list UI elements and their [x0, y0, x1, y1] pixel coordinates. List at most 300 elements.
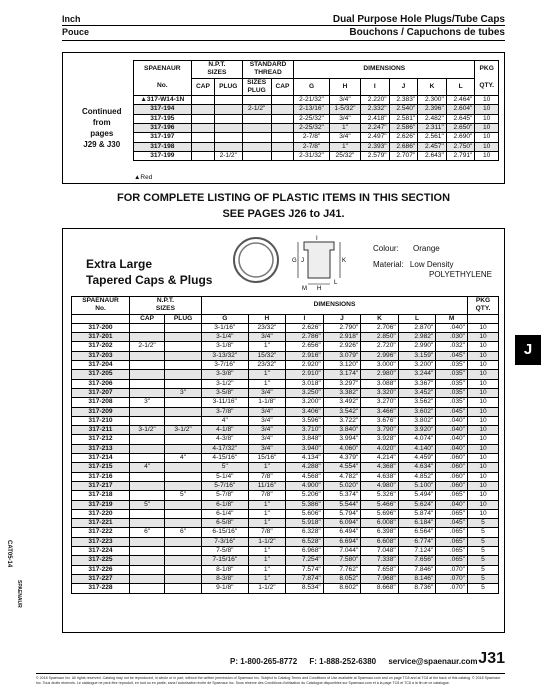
cell-cap: 4" [130, 463, 165, 472]
cell-qty: 10 [468, 342, 499, 351]
table-row [71, 114, 499, 123]
cell-l: 2.650" [446, 124, 475, 133]
cell-cap [130, 416, 165, 425]
cell-m: .040" [436, 323, 468, 332]
cell-scap [271, 151, 294, 160]
cell-g: 6-1/8" [201, 500, 248, 509]
header-rule [62, 25, 505, 26]
cell-l: 4.074" [398, 435, 436, 444]
continued-header-cell [71, 61, 133, 96]
cell-k: 2.720" [361, 342, 399, 351]
part-number: 317-206 [72, 379, 130, 388]
cell-qty: 10 [475, 96, 499, 105]
cell-i: 3.406" [286, 407, 324, 416]
cell-h: 1" [248, 547, 286, 556]
cell-qty: 10 [468, 500, 499, 509]
header-inch: Inch [62, 14, 81, 24]
table-row [72, 333, 499, 342]
cell-cap [130, 379, 165, 388]
cell-j: 2.790" [323, 323, 361, 332]
part-number: 317-225 [72, 556, 130, 565]
cell-j: 2.383" [389, 96, 418, 105]
continued-note [71, 96, 133, 161]
cell-plug [165, 481, 202, 490]
cell-m: .070" [436, 565, 468, 574]
cell-l: 2.690" [446, 133, 475, 142]
cell-i: 5.606" [286, 509, 324, 518]
table-row [72, 351, 499, 360]
cell-i: 2.626" [286, 323, 324, 332]
cell-i: 2.220" [361, 96, 390, 105]
cell-g: 3-1/16" [201, 323, 248, 332]
table-row [71, 133, 499, 142]
cell-qty: 10 [468, 509, 499, 518]
cell-qty: 10 [475, 124, 499, 133]
t1-spaenaur-header: SPAENAUR [133, 61, 192, 79]
cell-plug [165, 463, 202, 472]
cell-k: 2.457" [418, 142, 447, 151]
cell-qty: 5 [468, 519, 499, 528]
cell-splug [242, 142, 271, 151]
cell-i: 2.916" [286, 351, 324, 360]
cell-scap [271, 96, 294, 105]
material-value-1: Low Density [409, 260, 454, 269]
t1-std-header: STANDARD [242, 61, 294, 70]
cell-h: 1" [329, 124, 360, 133]
t1-l-header: L [446, 78, 475, 96]
side-logo: SPAENAUR [16, 580, 22, 608]
cell-m: .032" [436, 342, 468, 351]
table-row [72, 407, 499, 416]
cell-g: 4-17/32" [201, 444, 248, 453]
cell-g: 3-7/8" [201, 407, 248, 416]
table-row [72, 528, 499, 537]
part-number: 317-217 [72, 481, 130, 490]
table-row [72, 370, 499, 379]
cell-m: .070" [436, 574, 468, 583]
cell-plug [214, 96, 242, 105]
section-title-line1: Extra Large [86, 257, 153, 271]
cell-qty: 10 [468, 388, 499, 397]
red-note: ▲Red [134, 174, 153, 181]
cell-m: .060" [436, 463, 468, 472]
cell-l: 5.874" [398, 509, 436, 518]
t2-qty-label: QTY. [475, 305, 491, 313]
cell-l: 6.184" [398, 519, 436, 528]
cell-i: 4.288" [286, 463, 324, 472]
footer-phone: P: 1-800-265-8772 [230, 657, 298, 666]
t1-k-header: K [418, 78, 447, 96]
cell-j: 5.020" [323, 481, 361, 490]
colour-label: Colour: [373, 244, 399, 253]
table-row [72, 556, 499, 565]
cap-plug-diagram [230, 232, 350, 292]
part-number: 317-221 [72, 519, 130, 528]
cell-plug [214, 124, 242, 133]
cap-diagram-inner-ring [239, 243, 273, 277]
cell-plug [165, 398, 202, 407]
cell-j: 2.707" [389, 151, 418, 160]
table-row [71, 105, 499, 114]
cell-g: 4-15/16" [201, 454, 248, 463]
cell-g: 3-7/16" [201, 361, 248, 370]
cell-h: 1" [248, 574, 286, 583]
cell-i: 2.393" [361, 142, 390, 151]
part-number: 317-224 [72, 547, 130, 556]
cell-cap [130, 444, 165, 453]
page-number: J31 [478, 650, 505, 667]
cell-cap [130, 519, 165, 528]
diagram-letter-g: G [292, 258, 297, 264]
cell-plug [165, 444, 202, 453]
cell-l: 6.774" [398, 537, 436, 546]
cell-qty: 5 [468, 584, 499, 593]
cell-i: 8.534" [286, 584, 324, 593]
cell-h: 3/4" [248, 435, 286, 444]
cell-l: 7.846" [398, 565, 436, 574]
cell-plug [165, 435, 202, 444]
cell-j: 4.379" [323, 454, 361, 463]
cell-splug: 2-1/2" [242, 105, 271, 114]
cell-plug [165, 416, 202, 425]
cell-plug [165, 333, 202, 342]
cell-k: 7.658" [361, 565, 399, 574]
cell-j: 3.079" [323, 351, 361, 360]
cell-i: 6.328" [286, 528, 324, 537]
cell-m: .065" [436, 537, 468, 546]
cell-plug [165, 519, 202, 528]
cell-plug [165, 370, 202, 379]
cell-g: 9-1/8" [201, 584, 248, 593]
part-number: 317-216 [72, 472, 130, 481]
cell-j: 8.602" [323, 584, 361, 593]
cell-m: .035" [436, 361, 468, 370]
cell-cap [130, 565, 165, 574]
table-row [72, 323, 499, 332]
t1-i-header: I [361, 78, 390, 96]
cell-k: 2.643" [418, 151, 447, 160]
catalog-code: CAT05-14 [6, 540, 12, 568]
cell-qty: 10 [468, 379, 499, 388]
table-row [72, 379, 499, 388]
cell-l: 7.656" [398, 556, 436, 565]
cell-h: 23/32" [248, 323, 286, 332]
cell-k: 5.466" [361, 500, 399, 509]
cell-l: 2.750" [446, 142, 475, 151]
table-row [72, 472, 499, 481]
cell-cap [130, 435, 165, 444]
cell-m: .065" [436, 556, 468, 565]
cell-scap [271, 114, 294, 123]
table-row [72, 361, 499, 370]
t1-std-cap-header: CAP [271, 78, 294, 96]
cell-g: 6-15/16" [201, 528, 248, 537]
section-title [86, 256, 212, 288]
t1-pkg-header: PKG [475, 61, 499, 79]
table-row [72, 426, 499, 435]
t1-g-header: G [294, 78, 330, 96]
cell-k: 3.088" [361, 379, 399, 388]
header-left [62, 13, 89, 39]
cell-l: 3.802" [398, 416, 436, 425]
cell-i: 7.574" [286, 565, 324, 574]
cell-splug [242, 124, 271, 133]
cell-plug: 2-1/2" [214, 151, 242, 160]
cell-l: 3.200" [398, 361, 436, 370]
table-row [72, 463, 499, 472]
part-number: 317-200 [72, 323, 130, 332]
cell-qty: 10 [475, 114, 499, 123]
cell-j: 3.840" [323, 426, 361, 435]
cell-i: 2.332" [361, 105, 390, 114]
cell-j: 3.120" [323, 361, 361, 370]
cell-cap [192, 114, 215, 123]
cell-l: 2.791" [446, 151, 475, 160]
cell-g: 2-31/32" [294, 151, 330, 160]
cell-plug [214, 105, 242, 114]
t2-spaenaur-label: SPAENAUR [82, 297, 119, 304]
table-row [71, 124, 499, 133]
cell-m: .040" [436, 435, 468, 444]
t1-plug-header: PLUG [214, 78, 242, 96]
cell-h: 1" [248, 565, 286, 574]
cap-side-profile [304, 242, 334, 278]
cell-k: 2.561" [418, 133, 447, 142]
cell-qty: 10 [468, 323, 499, 332]
cell-qty: 5 [468, 537, 499, 546]
cell-j: 3.492" [323, 398, 361, 407]
cell-k: 8.668" [361, 584, 399, 593]
t2-npt-header: N.P.T. [130, 297, 202, 306]
table-row [72, 454, 499, 463]
part-number: 317-214 [72, 454, 130, 463]
t2-plug-header: PLUG [165, 314, 202, 323]
cell-g: 7-3/16" [201, 537, 248, 546]
cell-plug [165, 407, 202, 416]
cell-plug: 3-1/2" [165, 426, 202, 435]
table-row [72, 491, 499, 500]
cell-qty: 10 [468, 361, 499, 370]
cell-plug [165, 509, 202, 518]
cell-k: 4.214" [361, 454, 399, 463]
cell-qty: 10 [468, 370, 499, 379]
cell-j: 2.686" [389, 142, 418, 151]
cell-g: 5" [201, 463, 248, 472]
continued-note-line: pages [90, 129, 114, 139]
cell-g: 2-25/32" [294, 124, 330, 133]
part-number: 317-196 [133, 124, 192, 133]
cell-g: 7-15/16" [201, 556, 248, 565]
cell-cap [130, 547, 165, 556]
cell-h: 11/16" [248, 481, 286, 490]
cell-g: 2-21/32" [294, 96, 330, 105]
cell-k: 4.638" [361, 472, 399, 481]
cell-l: 2.604" [446, 105, 475, 114]
cell-h: 3/4" [248, 333, 286, 342]
cell-g: 2-7/8" [294, 133, 330, 142]
cell-i: 3.018" [286, 379, 324, 388]
cell-splug [242, 114, 271, 123]
cell-qty: 10 [468, 444, 499, 453]
header-rule-bottom [62, 40, 505, 41]
cell-h: 1-1/2" [248, 537, 286, 546]
cell-qty: 10 [468, 351, 499, 360]
listing-note-line1: FOR COMPLETE LISTING OF PLASTIC ITEMS IN THIS SECTION [116, 192, 451, 204]
cell-g: 5-7/16" [201, 481, 248, 490]
cell-qty: 10 [475, 142, 499, 151]
cell-qty: 10 [468, 472, 499, 481]
cell-g: 4" [201, 416, 248, 425]
cell-j: 3.174" [323, 370, 361, 379]
cell-plug [165, 574, 202, 583]
cell-m: .035" [436, 379, 468, 388]
cell-g: 3-11/16" [201, 398, 248, 407]
cell-cap [130, 333, 165, 342]
cell-l: 3.159" [398, 351, 436, 360]
cell-k: 7.968" [361, 574, 399, 583]
cell-i: 3.596" [286, 416, 324, 425]
cell-scap [271, 142, 294, 151]
cell-l: 2.870" [398, 323, 436, 332]
cell-l: 3.920" [398, 426, 436, 435]
cell-k: 2.311" [418, 124, 447, 133]
cell-g: 3-5/8" [201, 388, 248, 397]
cell-i: 4.568" [286, 472, 324, 481]
cell-qty: 10 [475, 151, 499, 160]
cell-i: 7.254" [286, 556, 324, 565]
cell-i: 2.418" [361, 114, 390, 123]
cell-cap [130, 323, 165, 332]
cell-l: 3.602" [398, 407, 436, 416]
cell-m: .040" [436, 444, 468, 453]
cell-g: 8-1/8" [201, 565, 248, 574]
cell-scap [271, 124, 294, 133]
cell-i: 2.497" [361, 133, 390, 142]
cell-cap [130, 491, 165, 500]
t2-no-label: No. [95, 305, 106, 313]
cell-m: .030" [436, 333, 468, 342]
footer-rule [36, 673, 505, 674]
table-row [71, 96, 499, 105]
cell-i: 3.710" [286, 426, 324, 435]
cell-cap [192, 124, 215, 133]
cell-k: 4.368" [361, 463, 399, 472]
cell-h: 3/4" [248, 388, 286, 397]
cell-k: 4.020" [361, 444, 399, 453]
cell-scap [271, 133, 294, 142]
cell-j: 3.994" [323, 435, 361, 444]
cell-qty: 5 [468, 547, 499, 556]
t2-no-spacer [72, 314, 130, 323]
part-number: 317-201 [72, 333, 130, 342]
cell-cap [130, 388, 165, 397]
cell-qty: 10 [468, 398, 499, 407]
part-number: 317-199 [133, 151, 192, 160]
footer-email[interactable]: service@spaenaur.com [388, 657, 478, 666]
cap-diagram-outer-ring [234, 238, 278, 282]
part-number: 317-209 [72, 407, 130, 416]
cell-plug [214, 133, 242, 142]
table-row [72, 388, 499, 397]
part-number: 317-213 [72, 444, 130, 453]
cell-l: 2.982" [398, 333, 436, 342]
diagram-letter-i: I [316, 236, 318, 242]
cell-cap [192, 142, 215, 151]
cell-h: 25/32" [329, 151, 360, 160]
cell-j: 2.626" [389, 133, 418, 142]
part-number: 317-212 [72, 435, 130, 444]
cell-j: 4.060" [323, 444, 361, 453]
cell-qty: 5 [468, 556, 499, 565]
part-number: 317-205 [72, 370, 130, 379]
continued-note-line: from [92, 118, 111, 128]
cell-h: 1" [248, 556, 286, 565]
cell-plug [165, 379, 202, 388]
t1-std-plug-label: PLUG [247, 86, 266, 94]
cell-k: 2.996" [361, 351, 399, 360]
diagram-letter-l: L [334, 280, 338, 286]
table-row [72, 547, 499, 556]
cell-cap: 5" [130, 500, 165, 509]
cell-qty: 10 [468, 416, 499, 425]
header-title-fr: Bouchons / Capuchons de tubes [349, 27, 505, 38]
cell-k: 3.320" [361, 388, 399, 397]
material-attr [373, 260, 492, 280]
cell-k: 3.928" [361, 435, 399, 444]
cell-h: 3/4" [248, 444, 286, 453]
cell-qty: 10 [468, 333, 499, 342]
cell-k: 6.398" [361, 528, 399, 537]
cell-qty: 5 [468, 528, 499, 537]
cell-m: .040" [436, 416, 468, 425]
part-number: 317-210 [72, 416, 130, 425]
cell-l: 2.645" [446, 114, 475, 123]
cell-k: 3.790" [361, 426, 399, 435]
cell-m: .065" [436, 547, 468, 556]
cell-l: 2.990" [398, 342, 436, 351]
cell-j: 6.494" [323, 528, 361, 537]
cell-cap: 6" [130, 528, 165, 537]
cell-m: .070" [436, 584, 468, 593]
t2-j-header: J [323, 314, 361, 323]
continued-note-line: Continued [81, 107, 122, 117]
cell-plug [165, 342, 202, 351]
cell-m: .065" [436, 491, 468, 500]
cell-g: 3-13/32" [201, 351, 248, 360]
cell-k: 5.696" [361, 509, 399, 518]
cell-j: 2.540" [389, 105, 418, 114]
table-row [71, 142, 499, 151]
cell-qty: 10 [468, 435, 499, 444]
cell-h: 3/4" [329, 96, 360, 105]
cell-j: 8.052" [323, 574, 361, 583]
cell-k: 7.338" [361, 556, 399, 565]
cell-g: 5-7/8" [201, 491, 248, 500]
cell-i: 5.918" [286, 519, 324, 528]
cell-m: .040" [436, 500, 468, 509]
cell-plug [214, 142, 242, 151]
cell-g: 5-1/4" [201, 472, 248, 481]
cell-i: 3.848" [286, 435, 324, 444]
part-number: 317-222 [72, 528, 130, 537]
cell-m: .045" [436, 351, 468, 360]
cell-i: 5.386" [286, 500, 324, 509]
top-table [71, 60, 499, 161]
cell-plug [165, 323, 202, 332]
cell-j: 3.542" [323, 407, 361, 416]
cell-k: 7.048" [361, 547, 399, 556]
table-row [72, 416, 499, 425]
